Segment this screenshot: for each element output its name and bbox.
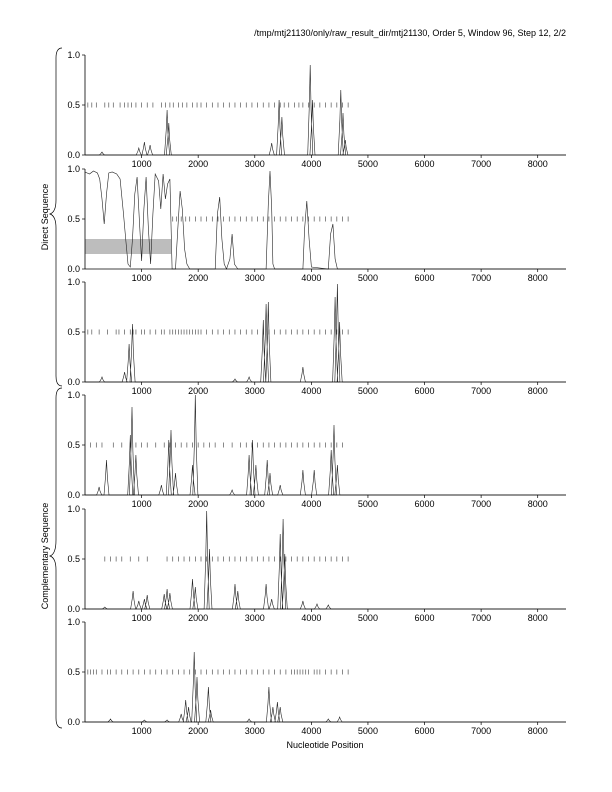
x-tick-label: 3000	[244, 726, 265, 736]
marker-set	[105, 557, 348, 562]
marker-set	[88, 330, 348, 335]
x-tick-label: 5000	[357, 273, 378, 283]
y-tick-label: 0.0	[67, 717, 80, 727]
x-tick-label: 1000	[131, 726, 152, 736]
x-tick-label: 1000	[131, 273, 152, 283]
x-tick-label: 8000	[527, 273, 548, 283]
group-label-direct: Direct Sequence	[40, 183, 50, 251]
y-tick-label: 1.0	[67, 617, 80, 627]
y-tick-label: 0.5	[67, 214, 80, 224]
panels	[67, 50, 566, 736]
x-tick-label: 4000	[301, 386, 322, 396]
bracket-direct	[50, 48, 62, 386]
panel-4	[67, 390, 566, 509]
x-tick-label: 7000	[471, 613, 492, 623]
x-tick-label: 2000	[188, 386, 209, 396]
x-tick-label: 8000	[527, 386, 548, 396]
x-tick-label: 4000	[301, 273, 322, 283]
panel-2	[67, 164, 566, 283]
header-path: /tmp/mtj21130/only/raw_result_dir/mtj21130, Order 5, Window 96, Step 12, 2/2	[254, 28, 566, 38]
y-tick-label: 0.0	[67, 490, 80, 500]
x-tick-label: 2000	[188, 613, 209, 623]
x-tick-label: 8000	[527, 726, 548, 736]
x-tick-label: 3000	[244, 159, 265, 169]
y-tick-label: 0.5	[67, 100, 80, 110]
x-tick-label: 5000	[357, 726, 378, 736]
y-tick-label: 1.0	[67, 164, 80, 174]
x-tick-label: 6000	[414, 159, 435, 169]
series-line	[85, 65, 566, 155]
x-tick-label: 7000	[471, 159, 492, 169]
marker-set	[173, 217, 348, 222]
x-tick-label: 3000	[244, 386, 265, 396]
x-tick-label: 2000	[188, 159, 209, 169]
y-tick-label: 1.0	[67, 50, 80, 60]
x-tick-label: 3000	[244, 273, 265, 283]
x-tick-label: 7000	[471, 499, 492, 509]
group-brackets	[50, 48, 62, 728]
x-tick-label: 4000	[301, 499, 322, 509]
x-tick-label: 2000	[188, 726, 209, 736]
x-tick-label: 8000	[527, 499, 548, 509]
marker-set	[91, 443, 343, 448]
x-tick-label: 3000	[244, 613, 265, 623]
panel-6	[67, 617, 566, 736]
y-tick-label: 0.5	[67, 327, 80, 337]
series-line	[85, 652, 566, 722]
x-tick-label: 6000	[414, 499, 435, 509]
y-tick-label: 1.0	[67, 277, 80, 287]
marker-set	[88, 670, 348, 675]
y-tick-label: 0.5	[67, 554, 80, 564]
y-tick-label: 0.5	[67, 440, 80, 450]
panel-1	[67, 50, 566, 169]
x-tick-label: 3000	[244, 499, 265, 509]
highlight-band	[85, 239, 171, 254]
x-tick-label: 2000	[188, 499, 209, 509]
panel-3	[67, 277, 566, 396]
x-tick-label: 6000	[414, 726, 435, 736]
x-tick-label: 2000	[188, 273, 209, 283]
bracket-complementary	[50, 388, 62, 728]
x-tick-label: 7000	[471, 386, 492, 396]
x-tick-label: 6000	[414, 273, 435, 283]
x-tick-label: 1000	[131, 159, 152, 169]
panel-5	[67, 504, 566, 623]
y-tick-label: 1.0	[67, 390, 80, 400]
x-tick-label: 6000	[414, 386, 435, 396]
y-tick-label: 1.0	[67, 504, 80, 514]
x-tick-label: 1000	[131, 499, 152, 509]
y-tick-label: 0.0	[67, 150, 80, 160]
y-tick-label: 0.5	[67, 667, 80, 677]
group-label-complementary: Complementary Sequence	[40, 502, 50, 610]
x-tick-label: 5000	[357, 613, 378, 623]
x-tick-label: 8000	[527, 613, 548, 623]
x-tick-label: 4000	[301, 726, 322, 736]
x-tick-label: 8000	[527, 159, 548, 169]
x-tick-label: 4000	[301, 613, 322, 623]
x-tick-label: 5000	[357, 386, 378, 396]
y-tick-label: 0.0	[67, 604, 80, 614]
y-tick-label: 0.0	[67, 264, 80, 274]
x-axis-title: Nucleotide Position	[286, 740, 364, 750]
x-tick-label: 7000	[471, 726, 492, 736]
x-tick-label: 4000	[301, 159, 322, 169]
x-tick-label: 7000	[471, 273, 492, 283]
y-tick-label: 0.0	[67, 377, 80, 387]
x-tick-label: 1000	[131, 386, 152, 396]
x-tick-label: 5000	[357, 499, 378, 509]
x-tick-label: 1000	[131, 613, 152, 623]
x-tick-label: 6000	[414, 613, 435, 623]
x-tick-label: 5000	[357, 159, 378, 169]
